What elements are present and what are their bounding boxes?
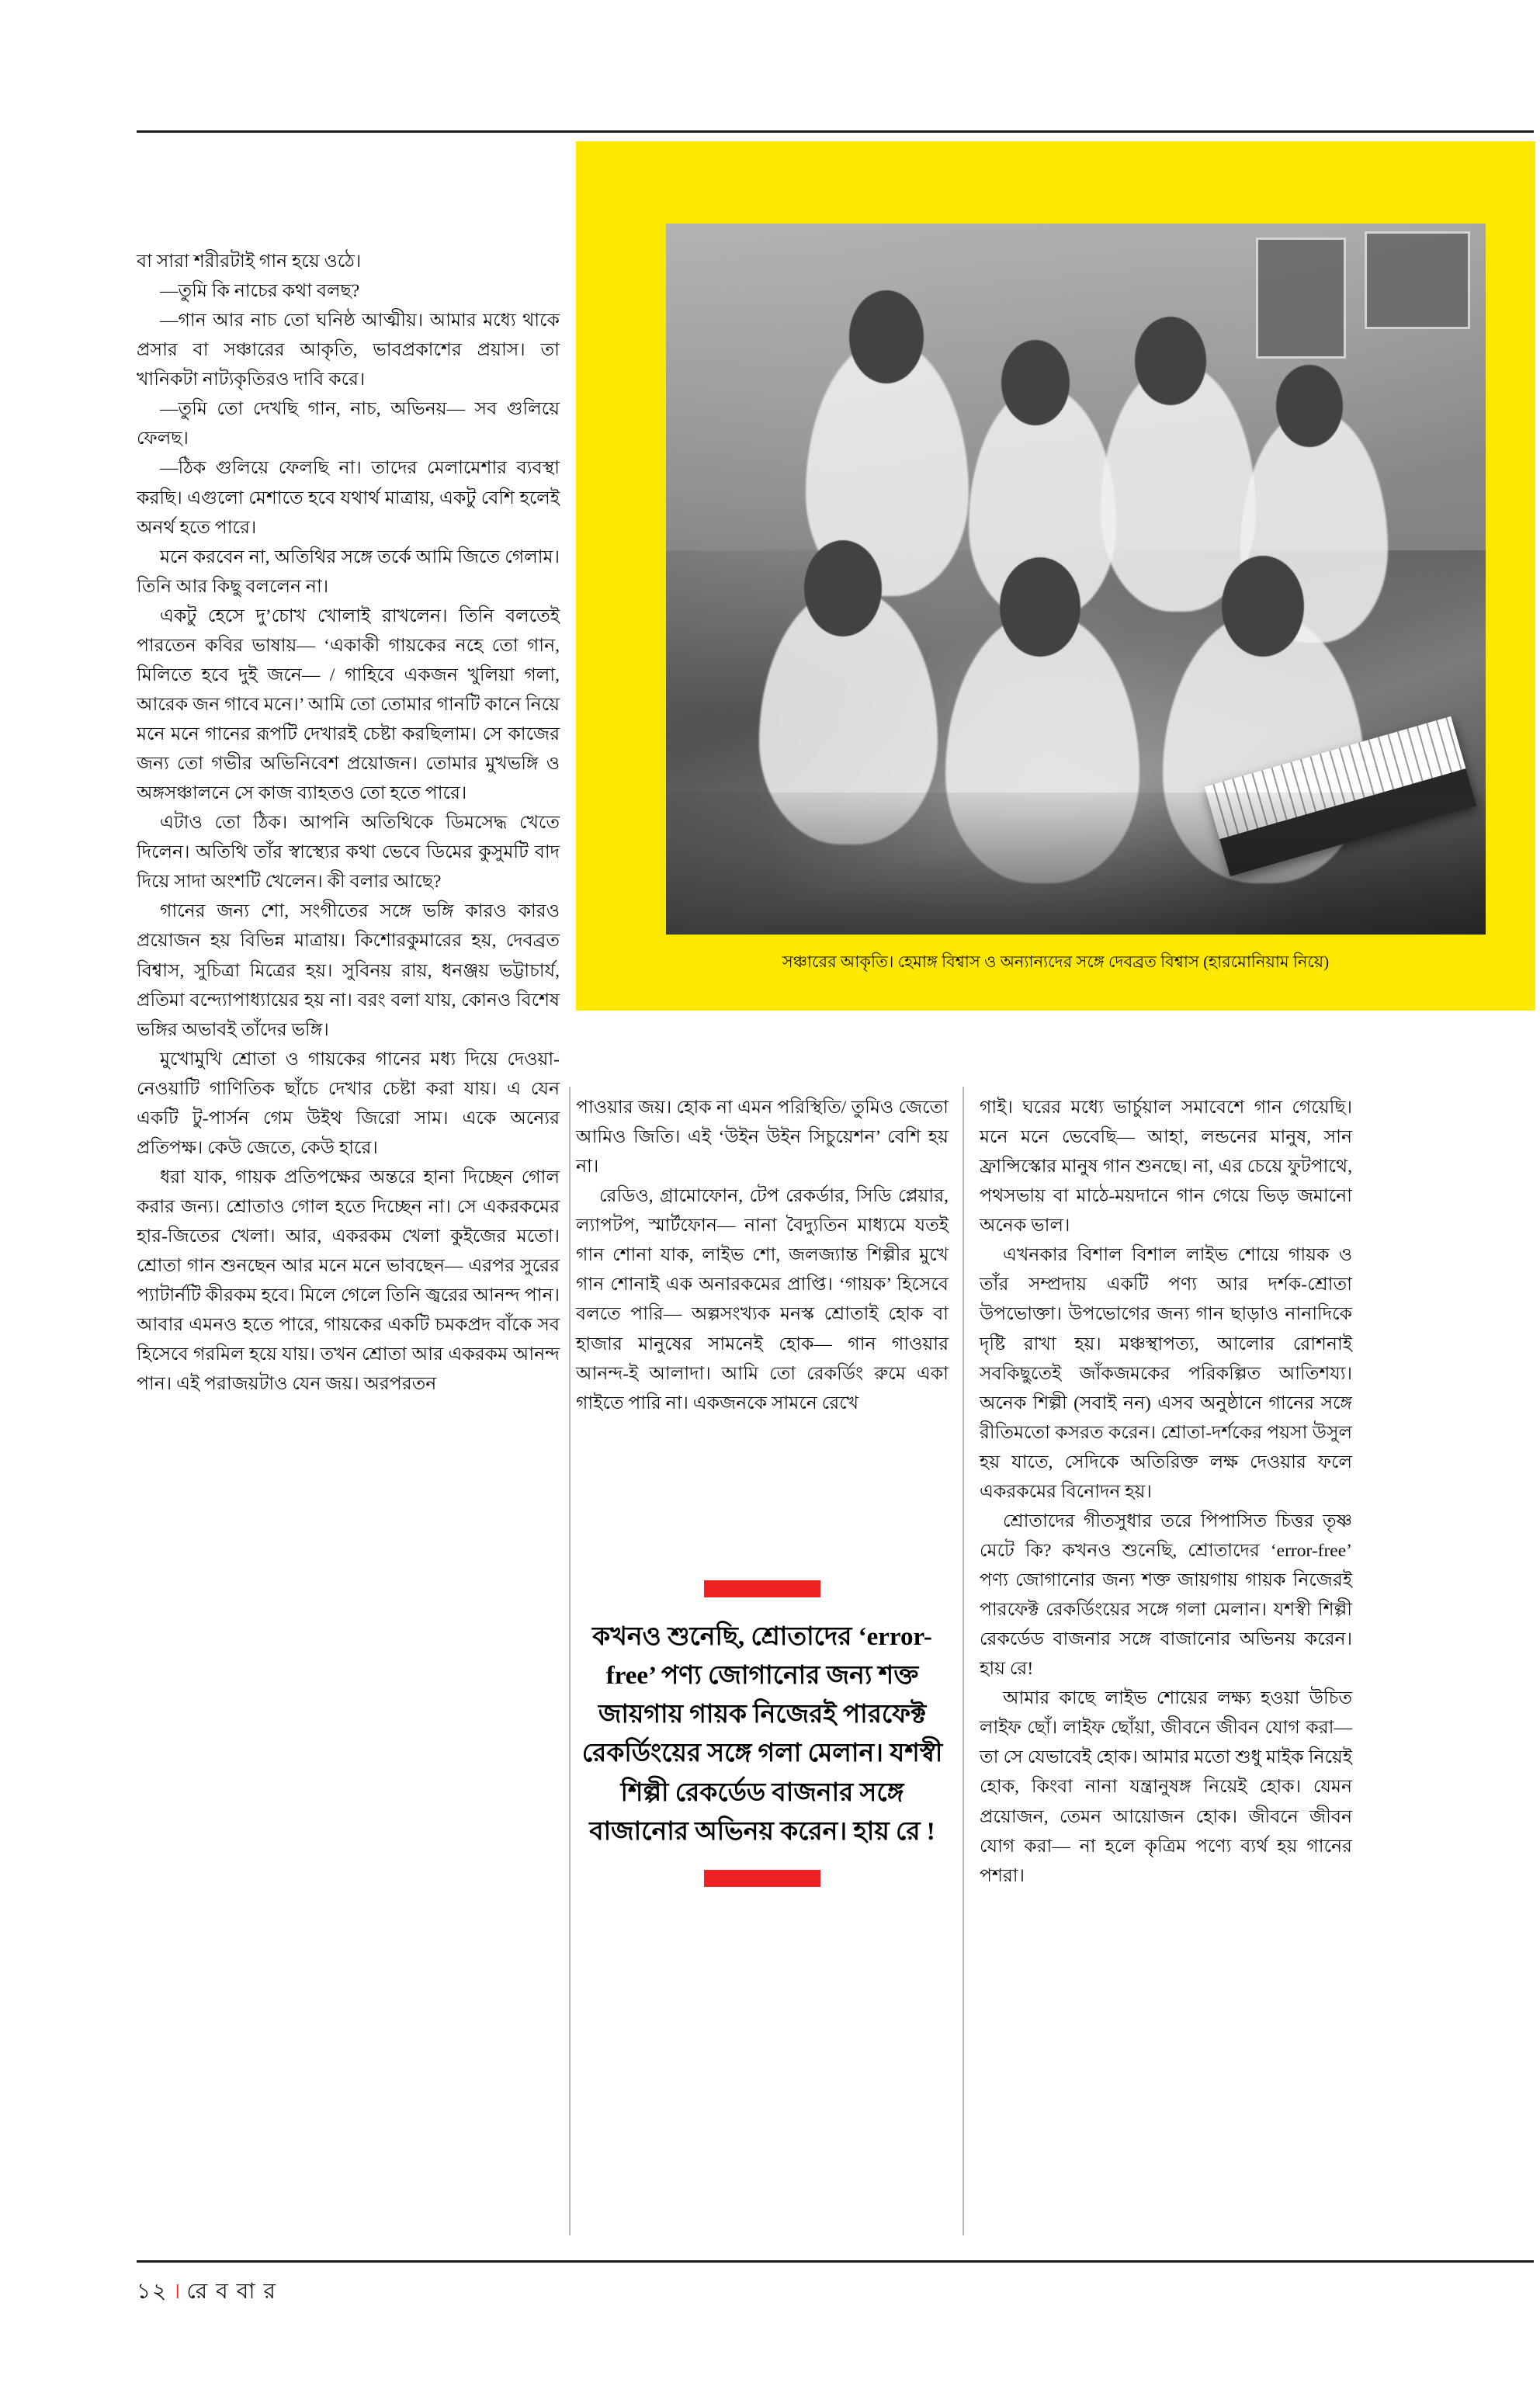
photo-image [666,224,1486,935]
photo-head-2 [1001,340,1070,425]
photo-wall-frame-1 [1256,238,1346,359]
photo-head-5 [804,540,882,636]
paragraph: এটাও তো ঠিক। আপনি অতিথিকে ডিমসেদ্ধ খেতে দিলেন। অতিথি তাঁর স্বাস্থ্যের কথা ভেবে ডিমের কুসুমটি বাদ দিয়ে সাদা অংশটি খেলেন। কী বলার আছে? [137,813,560,893]
photo-wall-frame-2 [1365,231,1470,329]
photo-head-3 [1135,317,1206,405]
pull-quote [576,1580,949,1887]
paragraph: ধরা যাক, গায়ক প্রতিপক্ষের অন্তরে হানা দিচ্ছেন গোল করার জন্য। শ্রোতাও গোল হতে দিচ্ছেন না। সে একরকমের হার-জিতের খেলা। আর, একরকম খেলা কুইজের মতো। শ্রোতা গান শুনছেন আর মনে মনে ভাবছেন— এরপর সুরের প্যাটার্নটি কীরকম হবে। মিলে গেলে তিনি জ্বরের আনন্দ পান। আবার এমনও হতে পারে, গায়কের একটি চমকপ্রদ বাঁকে সব হিসেবে গরমিল হয়ে যায়। তখন শ্রোতা আর একরকম আনন্দ পান। এই পরাজয়টাও যেন জয়। অরপরতন [137,1167,560,1395]
photo-head-6 [1000,557,1080,657]
body-column-1 [137,247,560,1399]
body-column-3 [980,1093,1352,1891]
paragraph: —ঠিক গুলিয়ে ফেলছি না। তাদের মেলামেশার ব্যবস্থা করছি। এগুলো মেশাতে হবে যথার্থ মাত্রায়, একটু বেশি হলেই অনর্থ হতে পারে। [137,458,560,538]
paragraph: —তুমি তো দেখছি গান, নাচ, অভিনয়— সব গুলিয়ে ফেলছ। [137,399,560,449]
photo-floor [666,792,1486,935]
paragraph: গাই। ঘরের মধ্যে ভার্চুয়াল সমাবেশে গান গেয়েছি। মনে মনে ভেবেছি— আহা, লন্ডনের মানুষ, সান ফ্রান্সিস্কোর মানুষ গান শুনছে। না, এর চেয়ে ফুটপাথে, পথসভায় বা মাঠে-ময়দানে গান গেয়ে ভিড় জমানো অনেক ভাল। [980,1098,1352,1236]
paragraph: রেডিও, গ্রামোফোন, টেপ রেকর্ডার, সিডি প্লেয়ার, ল্যাপটপ, স্মার্টফোন— নানা বৈদ্যুতিন মাধ্যমে যতই গান শোনা যাক, লাইভ শো, জলজ্যান্ত শিল্পীর মুখে গান শোনাই এক অনারকমের প্রাপ্তি। ‘গায়ক’ হিসেবে বলতে পারি— অল্পসংখ্যক মনস্ক শ্রোতাই হোক বা হাজার মানুষের সামনেই হোক— গান গাওয়ার আনন্দ-ই আলাদা। আমি তো রেকর্ডিং রুমে একা গাইতে পারি না। একজনকে সামনে রেখে [576,1186,949,1413]
paragraph: আমার কাছে লাইভ শোয়ের লক্ষ্য হওয়া উচিত লাইফ ছোঁ। লাইফ ছোঁয়া, জীবনে জীবন যোগ করা— তা সে যেভাবেই হোক। আমার মতো শুধু মাইক নিয়েই হোক, কিংবা নানা যন্ত্রানুষঙ্গ নিয়েই হোক। যেমন প্রয়োজন, তেমন আয়োজন হোক। জীবনে জীবন যোগ করা— না হলে কৃত্রিম পণ্যে ব্যর্থ হয় গানের পশরা। [980,1688,1352,1886]
paragraph: একটু হেসে দু’চোখ খোলাই রাখলেন। তিনি বলতেই পারতেন কবির ভাষায়— ‘একাকী গায়কের নহে তো গান, মিলিতে হবে দুই জনে— / গাহিবে একজন খুলিয়া গলা, আরেক জন গাবে মনে।’ আমি তো তোমার গানটি কানে নিয়ে মনে মনে গানের রূপটি দেখারই চেষ্টা করছিলাম। সে কাজের জন্য তো গভীর অভিনিবেশ প্রয়োজন। তোমার মুখভঙ্গি ও অঙ্গসঞ্চালনে সে কাজ ব্যাহতও তো হতে পারে। [137,605,560,804]
paragraph: —তুমি কি নাচের কথা বলছ? [160,281,360,302]
column-divider-1 [569,1087,571,2235]
paragraph: পাওয়ার জয়। হোক না এমন পরিস্থিতি/ তুমিও জেতো আমিও জিতি। এই ‘উইন উইন সিচুয়েশন’ বেশি হয় না। [576,1098,949,1177]
group-portrait-photo [666,224,1486,935]
paragraph: বা সারা শরীরটাই গান হয়ে ওঠে। [137,251,362,272]
photo-head-1 [849,290,924,383]
pull-quote-bar-bottom [704,1870,820,1887]
folio-title: রে ব বা র [186,2280,277,2304]
paragraph: —গান আর নাচ তো ঘনিষ্ঠ আত্মীয়। আমার মধ্যে থাকে প্রসার বা সঞ্চারের আকৃতি, ভাবপ্রকাশের প্রয়াস। তা খানিকটা নাট্যকৃতিরও দাবি করে। [137,310,560,390]
top-divider [137,130,1534,133]
pull-quote-text: কখনও শুনেছি, শ্রোতাদের ‘error-free’ পণ্য জোগানোর জন্য শক্ত জায়গায় গায়ক নিজেরই পারফেক্ট রেকর্ডিংয়ের সঙ্গে গলা মেলান। যশস্বী শিল্পী রেকর্ডেড বাজনার সঙ্গে বাজানোর অভিনয় করেন। হায় রে ! [581,1623,943,1846]
footer-divider [137,2260,1534,2263]
folio-separator: । [172,2280,182,2304]
paragraph: গানের জন্য শো, সংগীতের সঙ্গে ভঙ্গি কারও কারও প্রয়োজন হয় বিভিন্ন মাত্রায়। কিশোরকুমারের হয়, দেবব্রত বিশ্বাস, সুচিত্রা মিত্রের হয়। সুবিনয় রায়, ধনঞ্জয় ভট্টাচার্য, প্রতিমা বন্দ্যোপাধ্যায়ের হয় না। বরং বলা যায়, কোনও বিশেষ ভঙ্গির অভাবই তাঁদের ভঙ্গি। [137,901,560,1040]
paragraph: শ্রোতাদের গীতসুধার তরে পিপাসিত চিত্তর তৃষ্ণ মেটে কি? কখনও শুনেছি, শ্রোতাদের ‘error-free’ পণ্য জোগানোর জন্য শক্ত জায়গায় গায়ক নিজেরই পারফেক্ট রেকর্ডিংয়ের সঙ্গে গলা মেলান। যশস্বী শিল্পী রেকর্ডেড বাজনার সঙ্গে বাজানোর অভিনয় করেন। হায় রে! [980,1510,1352,1680]
photo-head-4 [1276,365,1343,447]
photo-head-7 [1222,556,1304,657]
pull-quote-bar-top [704,1580,820,1597]
paragraph: মনে করবেন না, অতিথির সঙ্গে তর্কে আমি জিতে গেলাম। তিনি আর কিছু বললেন না। [137,546,560,597]
folio-number: ১২ [137,2280,168,2304]
column-divider-2 [962,1087,964,2235]
paragraph: এখনকার বিশাল বিশাল লাইভ শোয়ে গায়ক ও তাঁর সম্প্রদায় একটি পণ্য আর দর্শক-শ্রোতা উপভোক্তা। উপভোগের জন্য গান ছাড়াও নানাদিকে দৃষ্টি রাখা হয়। মঞ্চস্থাপত্য, আলোর রোশনাই সবকিছুতেই জাঁকজমকের পরিকল্পিত আতিশয্য। অনেক শিল্পী (সবাই নন) এসব অনুষ্ঠানে গানের সঙ্গে রীতিমতো কসরত করেন। শ্রোতা-দর্শকের পয়সা উসুল হয় যাতে, সেদিকে অতিরিক্ত লক্ষ দেওয়ার ফলে একরকমের বিনোদন হয়। [980,1245,1352,1502]
body-column-2 [576,1093,949,1418]
page-folio [137,2274,277,2311]
photo-caption: সঞ্চারের আকৃতি। হেমাঙ্গ বিশ্বাস ও অন্যান্যদের সঙ্গে দেবব্রত বিশ্বাস (হারমোনিয়াম নিয়ে) [782,952,1330,971]
paragraph: মুখোমুখি শ্রোতা ও গায়কের গানের মধ্য দিয়ে দেওয়া-নেওয়াটি গাণিতিক ছাঁচে দেখার চেষ্টা করা যায়। এ যেন একটি টু-পার্সন গেম উইথ জিরো সাম। একে অন্যের প্রতিপক্ষ। কেউ জেতে, কেউ হারে। [137,1049,560,1158]
